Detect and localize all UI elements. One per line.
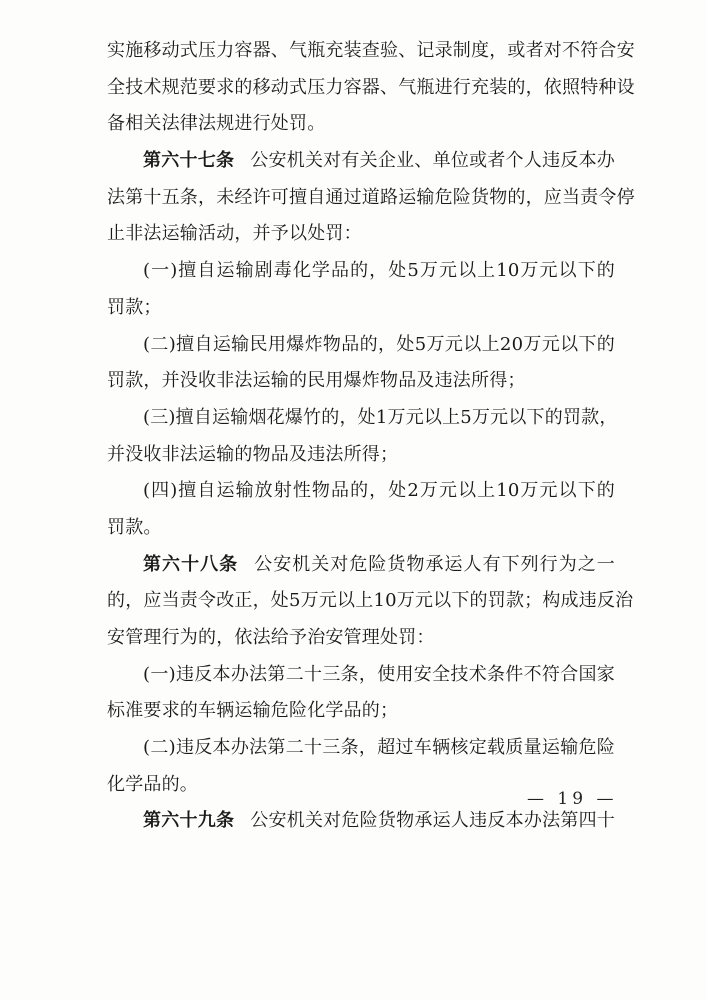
text-line: 标准要求的车辆运输危险化学品的； — [107, 700, 399, 722]
list-item-line: (四)擅自运输放射性物品的，处2万元以上10万元以下的 — [143, 480, 615, 502]
article-68-line — [107, 547, 615, 584]
text-line: 公安机关对危险货物承运人违反本办法第四十 — [250, 810, 616, 832]
text-line: 罚款； — [107, 296, 162, 318]
text-line: 罚款。 — [107, 516, 162, 538]
article-heading: 第六十九条 — [143, 810, 235, 832]
text-line: 实施移动式压力容器、气瓶充装查验、记录制度，或者对不符合安 — [107, 40, 635, 61]
page-number: — 19 — — [527, 789, 618, 809]
list-item-line: (三)擅自运输烟花爆竹的，处1万元以上5万元以下的罚款， — [143, 406, 618, 428]
text-line: 止非法运输活动，并予以处罚： — [107, 223, 362, 245]
article-heading: 第六十八条 — [143, 553, 239, 575]
text-line: 的，应当责令改正，处5万元以上10万元以下的罚款；构成违反治 — [107, 590, 634, 612]
document-body — [107, 33, 635, 840]
article-67-line — [107, 143, 615, 180]
list-item-line: (二)擅自运输民用爆炸物品的，处5万元以上20万元以下的 — [143, 333, 615, 355]
text-line: 公安机关对危险货物承运人有下列行为之一 — [254, 553, 615, 575]
text-line: 化学品的。 — [107, 773, 198, 795]
text-line: 法第十五条，未经许可擅自通过道路运输危险货物的，应当责令停 — [107, 186, 635, 208]
text-line: 安管理行为的，依法给予治安管理处罚： — [107, 627, 435, 648]
list-item-line: (一)违反本办法第二十三条，使用安全技术条件不符合国家 — [143, 663, 615, 685]
text-line: 并没收非法运输的物品及违法所得； — [107, 443, 399, 465]
text-line: 备相关法律法规进行处罚。 — [107, 113, 326, 135]
list-item-line: (一)擅自运输剧毒化学品的，处5万元以上10万元以下的 — [143, 260, 615, 282]
text-line: 罚款，并没收非法运输的民用爆炸物品及违法所得； — [107, 370, 526, 392]
text-line: 全技术规范要求的移动式压力容器、气瓶进行充装的，依照特种设 — [107, 76, 635, 98]
text-line: 公安机关对有关企业、单位或者个人违反本办 — [250, 150, 616, 172]
list-item-line: (二)违反本办法第二十三条，超过车辆核定载质量运输危险 — [143, 737, 615, 759]
article-heading: 第六十七条 — [143, 150, 235, 172]
